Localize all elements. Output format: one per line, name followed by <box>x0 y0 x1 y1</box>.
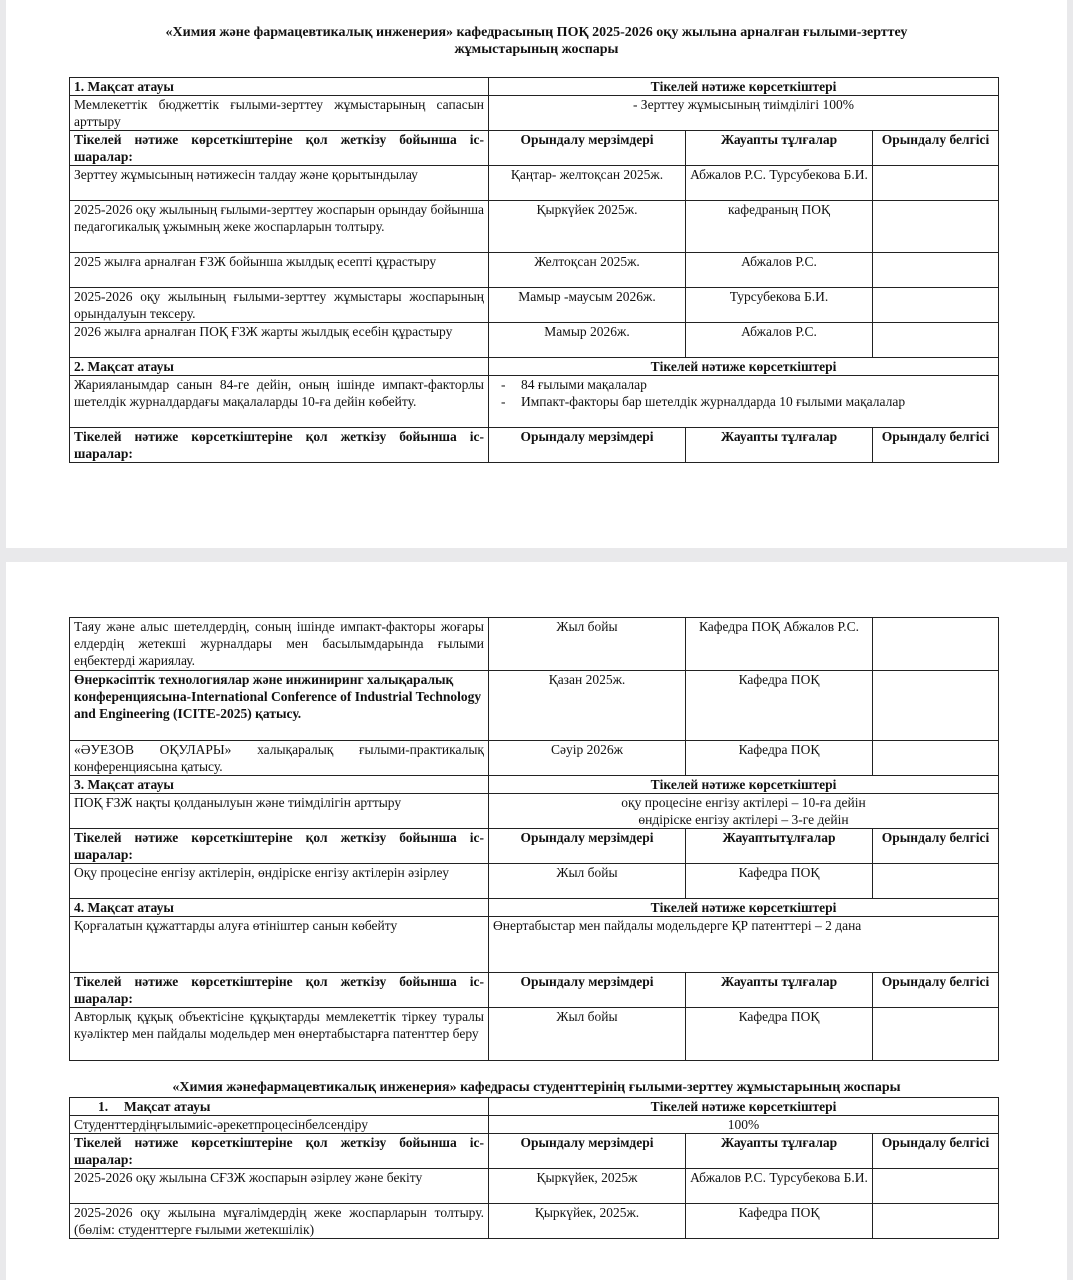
list-item: - Импакт-факторы бар шетелдік журналдарда 10 ғылыми мақалалар <box>521 393 994 410</box>
table-row <box>70 288 999 323</box>
activities-header: Тікелей нәтиже көрсеткіштеріне қол жеткізу бойынша іс-шаралар: <box>70 973 489 1008</box>
goal-1-row <box>70 96 999 131</box>
activity-cell: 2025-2026 оқу жылының ғылыми-зерттеу жоспарын орындау бойынша педагогикалық ұжымның жеке жоспарларын толтыру. <box>70 201 489 253</box>
deadline-cell: Жыл бойы <box>489 618 686 671</box>
goal-2-row <box>70 376 999 428</box>
deadline-header: Орындалу мерзімдері <box>489 973 686 1008</box>
mark-header: Орындалу белгісі <box>873 131 999 166</box>
activity-cell: Авторлық құқық объектісіне құқықтарды мемлекеттік тіркеу туралы куәліктер мен пайдалы модельдер мен өнертабыстарға патенттер беру <box>70 1008 489 1061</box>
responsible-cell: Абжалов Р.С. <box>686 323 873 358</box>
deadline-header: Орындалу мерзімдері <box>489 829 686 864</box>
activities-header: Тікелей нәтиже көрсеткіштеріне қол жеткізу бойынша іс-шаралар: <box>70 428 489 463</box>
responsible-cell: Абжалов Р.С. <box>686 253 873 288</box>
deadline-header: Орындалу мерзімдері <box>489 1134 686 1169</box>
indicators-header: Тікелей нәтиже көрсеткіштері <box>489 1098 999 1116</box>
deadline-cell: Сәуір 2026ж <box>489 741 686 776</box>
page-2 <box>6 562 1067 1280</box>
student-plan-table <box>69 1097 999 1239</box>
student-goal-row <box>70 1116 999 1134</box>
activity-cell: 2025 жылға арналған ҒЗЖ бойынша жылдық есепті құрастыру <box>70 253 489 288</box>
activity-cell: 2025-2026 оқу жылының ғылыми-зерттеу жұмыстары жоспарының орындалуын тексеру. <box>70 288 489 323</box>
deadline-cell: Қыркүйек, 2025ж <box>489 1169 686 1204</box>
indicators-header: Тікелей нәтиже көрсеткіштері <box>489 899 999 917</box>
responsible-header: Жауаптытұлғалар <box>686 829 873 864</box>
deadline-header: Орындалу мерзімдері <box>489 131 686 166</box>
list-item: оқу процесіне енгізу актілері – 10-ға дейін <box>621 795 866 810</box>
goal-1-header-row <box>70 78 999 96</box>
goal-1-label: 1. Мақсат атауы <box>70 78 489 96</box>
responsible-cell: кафедраның ПОҚ <box>686 201 873 253</box>
goal-3-row <box>70 794 999 829</box>
list-item: - 84 ғылыми мақалалар <box>521 376 994 393</box>
goal-3-label: 3. Мақсат атауы <box>70 776 489 794</box>
mark-cell <box>873 741 999 776</box>
activity-cell: 2026 жылға арналған ПОҚ ҒЗЖ жарты жылдық есебін құрастыру <box>70 323 489 358</box>
mark-cell <box>873 323 999 358</box>
deadline-cell: Қаңтар- желтоқсан 2025ж. <box>489 166 686 201</box>
column-header-row <box>70 131 999 166</box>
mark-header: Орындалу белгісі <box>873 1134 999 1169</box>
activities-header: Тікелей нәтиже көрсеткіштеріне қол жеткізу бойынша іс-шаралар: <box>70 131 489 166</box>
responsible-cell: Кафедра ПОҚ <box>686 671 873 741</box>
goal-3-header-row <box>70 776 999 794</box>
activity-cell: Зерттеу жұмысының нәтижесін талдау және қорытындылау <box>70 166 489 201</box>
table-row <box>70 618 999 671</box>
table-row <box>70 323 999 358</box>
responsible-cell: Кафедра ПОҚ <box>686 741 873 776</box>
plan-table-part-1 <box>69 77 999 463</box>
mark-cell <box>873 1204 999 1239</box>
mark-cell <box>873 1008 999 1061</box>
goal-4-label: 4. Мақсат атауы <box>70 899 489 917</box>
mark-cell <box>873 671 999 741</box>
column-header-row <box>70 1134 999 1169</box>
table-row <box>70 864 999 899</box>
mark-header: Орындалу белгісі <box>873 829 999 864</box>
indicators-header: Тікелей нәтиже көрсеткіштері <box>489 776 999 794</box>
deadline-cell: Жыл бойы <box>489 864 686 899</box>
mark-cell <box>873 1169 999 1204</box>
responsible-cell: Кафедра ПОҚ Абжалов Р.С. <box>686 618 873 671</box>
activities-header: Тікелей нәтиже көрсеткіштеріне қол жеткізу бойынша іс-шаралар: <box>70 829 489 864</box>
deadline-cell: Желтоқсан 2025ж. <box>489 253 686 288</box>
student-goal-header-row <box>70 1098 999 1116</box>
plan-table-part-2 <box>69 617 999 1061</box>
responsible-cell: Кафедра ПОҚ <box>686 1008 873 1061</box>
goal-2-header-row <box>70 358 999 376</box>
goal-4-indicator: Өнертабыстар мен пайдалы модельдерге ҚР патенттері – 2 дана <box>489 917 999 973</box>
deadline-cell: Қыркүйек 2025ж. <box>489 201 686 253</box>
responsible-cell: Абжалов Р.С. Турсубекова Б.И. <box>686 1169 873 1204</box>
mark-cell <box>873 618 999 671</box>
student-goal-label: 1. Мақсат атауы <box>70 1098 489 1116</box>
goal-2-label: 2. Мақсат атауы <box>70 358 489 376</box>
mark-cell <box>873 253 999 288</box>
list-item: өндіріске енгізу актілері – 3-ге дейін <box>638 812 849 827</box>
activity-cell: «ӘУЕЗОВ ОҚУЛАРЫ» халықаралық ғылыми-практикалық конференциясына қатысу. <box>70 741 489 776</box>
responsible-cell: Турсубекова Б.И. <box>686 288 873 323</box>
goal-4-header-row <box>70 899 999 917</box>
responsible-cell: Абжалов Р.С. Турсубекова Б.И. <box>686 166 873 201</box>
deadline-cell: Қазан 2025ж. <box>489 671 686 741</box>
goal-1-indicator: - Зерттеу жұмысының тиімділігі 100% <box>489 96 999 131</box>
table-row <box>70 741 999 776</box>
table-row <box>70 671 999 741</box>
column-header-row <box>70 829 999 864</box>
mark-cell <box>873 864 999 899</box>
goal-3-name: ПОҚ ҒЗЖ нақты қолданылуын және тиімділігін арттыру <box>70 794 489 829</box>
student-goal-name: Студенттердіңғылымиіс-әрекетпроцесінбелсендіру <box>70 1116 489 1134</box>
table-row <box>70 201 999 253</box>
table-row <box>70 253 999 288</box>
mark-cell <box>873 288 999 323</box>
table-row <box>70 166 999 201</box>
deadline-cell: Қыркүйек, 2025ж. <box>489 1204 686 1239</box>
mark-cell <box>873 201 999 253</box>
mark-cell <box>873 166 999 201</box>
deadline-cell: Жыл бойы <box>489 1008 686 1061</box>
deadline-header: Орындалу мерзімдері <box>489 428 686 463</box>
goal-4-name: Қорғалатын құжаттарды алуға өтініштер санын көбейту <box>70 917 489 973</box>
responsible-cell: Кафедра ПОҚ <box>686 1204 873 1239</box>
table-row <box>70 1204 999 1239</box>
column-header-row <box>70 428 999 463</box>
deadline-cell: Мамыр -маусым 2026ж. <box>489 288 686 323</box>
goal-4-row <box>70 917 999 973</box>
indicator-list <box>497 376 994 410</box>
responsible-header: Жауапты тұлғалар <box>686 131 873 166</box>
column-header-row <box>70 973 999 1008</box>
indicators-header: Тікелей нәтиже көрсеткіштері <box>489 358 999 376</box>
student-plan-title: «Химия жәнефармацевтикалық инженерия» кафедрасы студенттерінің ғылыми-зерттеу жұмыстарының жоспары <box>172 1080 901 1095</box>
activities-header: Тікелей нәтиже көрсеткіштеріне қол жеткізу бойынша іс-шаралар: <box>70 1134 489 1169</box>
activity-cell: Таяу және алыс шетелдердің, соның ішінде импакт-факторы жоғары елдердің жетекші журналдары мен басылымдарында ғылыми еңбектерді жариялау. <box>70 618 489 671</box>
table-row <box>70 1169 999 1204</box>
mark-header: Орындалу белгісі <box>873 428 999 463</box>
responsible-header: Жауапты тұлғалар <box>686 428 873 463</box>
activity-cell: 2025-2026 оқу жылына СҒЗЖ жоспарын әзірлеу және бекіту <box>70 1169 489 1204</box>
goal-3-indicators <box>489 794 999 829</box>
goal-2-name: Жарияланымдар санын 84-ге дейін, оның ішінде импакт-факторлы шетелдік журналдардағы мақалаларды 10-ға дейін көбейту. <box>70 376 489 428</box>
activity-cell: Оқу процесіне енгізу актілерін, өндіріске енгізу актілерін әзірлеу <box>70 864 489 899</box>
page-1 <box>6 0 1067 548</box>
responsible-cell: Кафедра ПОҚ <box>686 864 873 899</box>
goal-1-name: Мемлекеттік бюджеттік ғылыми-зерттеу жұмыстарының сапасын арттыру <box>70 96 489 131</box>
deadline-cell: Мамыр 2026ж. <box>489 323 686 358</box>
document-title: «Химия және фармацевтикалық инженерия» кафедрасының ПОҚ 2025-2026 оқу жылына арналған ғылыми-зерттеу жұмыстарының жоспары <box>165 25 908 57</box>
mark-header: Орындалу белгісі <box>873 973 999 1008</box>
student-goal-indicator: 100% <box>489 1116 999 1134</box>
responsible-header: Жауапты тұлғалар <box>686 1134 873 1169</box>
table-row <box>70 1008 999 1061</box>
responsible-header: Жауапты тұлғалар <box>686 973 873 1008</box>
activity-cell: 2025-2026 оқу жылына мұғалімдердің жеке жоспарларын толтыру. (бөлім: студенттерге ғылыми жетекшілік) <box>70 1204 489 1239</box>
activity-cell: Өнеркәсіптік технологиялар және инжиниринг халықаралық конференциясына-International Conference of Industrial Technology and Engineering (ICITE-2025) қатысу. <box>70 671 489 741</box>
indicators-header: Тікелей нәтиже көрсеткіштері <box>489 78 999 96</box>
goal-2-indicators <box>489 376 999 428</box>
